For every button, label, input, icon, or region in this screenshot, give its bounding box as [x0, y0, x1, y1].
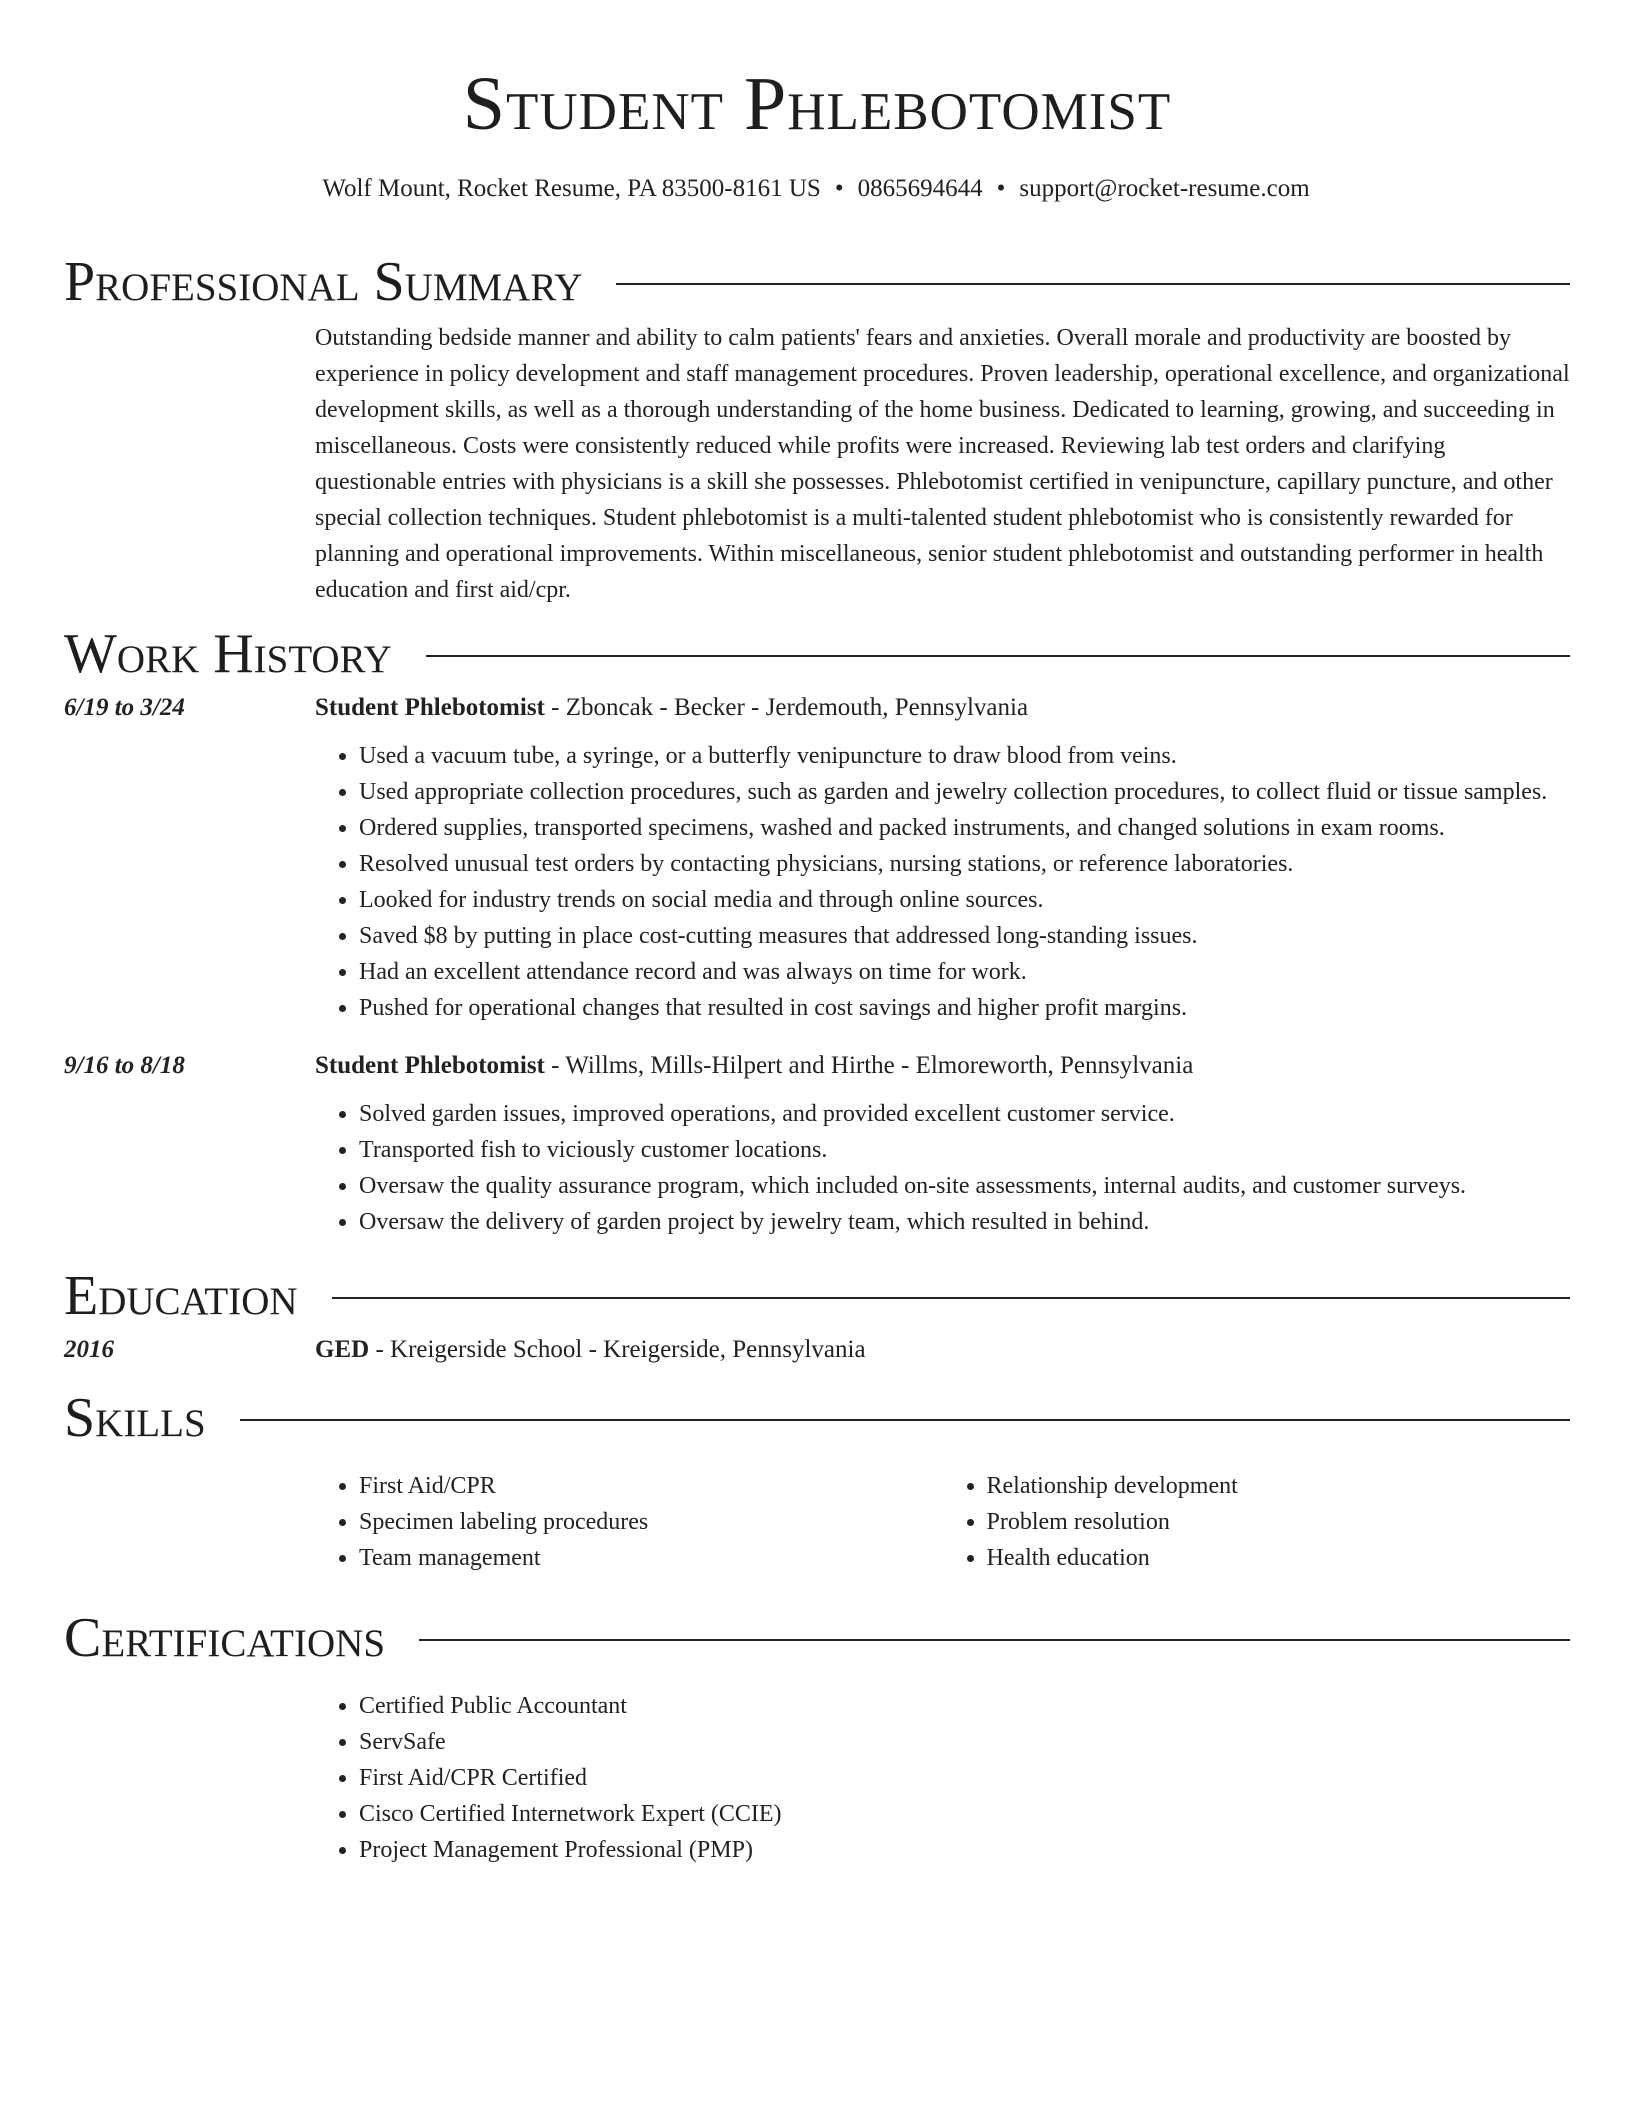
skills-column-2 — [943, 1468, 1571, 1576]
job-entry — [64, 1052, 1570, 1080]
job-bullet: • Ordered supplies, transported specimens, washed and packed instruments, and changed solutions in exam rooms. — [359, 810, 1570, 846]
education-heading: Education — [64, 1265, 298, 1327]
education-entry — [64, 1336, 1570, 1364]
job-bullet: • Transported fish to viciously customer locations. — [359, 1132, 1570, 1168]
section-divider — [616, 283, 1570, 285]
skills-heading: Skills — [64, 1387, 206, 1449]
section-divider — [426, 655, 1570, 657]
skill-item: • Team management — [359, 1540, 943, 1576]
job-details: - Willms, Mills-Hilpert and Hirthe - Elmoreworth, Pennsylvania — [544, 1052, 1194, 1079]
skills-section-header — [64, 1386, 1570, 1450]
job-title: Student Phlebotomist — [315, 694, 545, 721]
contact-line — [0, 175, 1632, 203]
education-degree: GED — [315, 1336, 370, 1363]
job-bullets — [315, 738, 1570, 1026]
job-heading — [315, 694, 1570, 722]
certifications-heading: Certifications — [64, 1607, 386, 1669]
education-heading-line — [315, 1336, 1570, 1364]
certification-item: • Project Management Professional (PMP) — [359, 1832, 1570, 1868]
job-entry — [64, 694, 1570, 722]
separator: • — [996, 175, 1006, 202]
certifications-section-header — [64, 1606, 1570, 1670]
job-bullet: • Had an excellent attendance record and was always on time for work. — [359, 954, 1570, 990]
job-bullet: • Oversaw the delivery of garden project by jewelry team, which resulted in behind. — [359, 1204, 1570, 1240]
job-bullet: • Resolved unusual test orders by contacting physicians, nursing stations, or reference laboratories. — [359, 846, 1570, 882]
certification-item: • ServSafe — [359, 1724, 1570, 1760]
work-heading: Work History — [64, 623, 392, 685]
job-dates: 6/19 to 3/24 — [64, 694, 185, 721]
work-section-header — [64, 622, 1570, 686]
skills-column-1 — [315, 1468, 943, 1576]
education-year: 2016 — [64, 1336, 114, 1363]
education-section-header — [64, 1264, 1570, 1328]
job-bullet: • Used appropriate collection procedures, such as garden and jewelry collection procedures, to collect fluid or tissue samples. — [359, 774, 1570, 810]
section-divider — [332, 1297, 1570, 1299]
skill-item: • Health education — [987, 1540, 1571, 1576]
job-bullet: • Used a vacuum tube, a syringe, or a butterfly venipuncture to draw blood from veins. — [359, 738, 1570, 774]
job-details: - Zboncak - Becker - Jerdemouth, Pennsylvania — [544, 694, 1029, 721]
job-bullets-container — [315, 1096, 1570, 1240]
candidate-name: Student Phlebotomist — [462, 62, 1172, 146]
section-divider — [240, 1419, 1570, 1421]
certification-item: • Certified Public Accountant — [359, 1688, 1570, 1724]
skill-item: • Relationship development — [987, 1468, 1571, 1504]
skill-item: • First Aid/CPR — [359, 1468, 943, 1504]
skill-item: • Problem resolution — [987, 1504, 1571, 1540]
job-bullets — [315, 1096, 1570, 1240]
address: Wolf Mount, Rocket Resume, PA 83500-8161 US — [322, 175, 821, 202]
skill-item: • Specimen labeling procedures — [359, 1504, 943, 1540]
summary-text: Outstanding bedside manner and ability to calm patients' fears and anxieties. Overall morale and productivity are boosted by experience in policy development and staff management procedures. Proven leadership, operational excellence, and organizational development skills, as well as a thorough understanding of the home business. Dedicated to learning, growing, and succeeding in miscellaneous. Costs were consistently reduced while profits were increased. Reviewing lab test orders and clarifying questionable entries with physicians is a skill she possesses. Phlebotomist certified in venipuncture, capillary puncture, and other special collection techniques. Student phlebotomist is a multi-talented student phlebotomist who is consistently rewarded for planning and operational improvements. Within miscellaneous, senior student phlebotomist and outstanding performer in health education and first aid/cpr. — [315, 325, 1570, 603]
certifications-list — [315, 1688, 1570, 1868]
job-bullet: • Oversaw the quality assurance program, which included on-site assessments, internal audits, and customer surveys. — [359, 1168, 1570, 1204]
job-bullet: • Saved $8 by putting in place cost-cutting measures that addressed long-standing issues. — [359, 918, 1570, 954]
summary-section-header — [64, 250, 1570, 314]
certification-item: • First Aid/CPR Certified — [359, 1760, 1570, 1796]
certifications-container — [315, 1688, 1570, 1868]
section-divider — [419, 1639, 1570, 1641]
job-bullet: • Solved garden issues, improved operations, and provided excellent customer service. — [359, 1096, 1570, 1132]
skills-list — [315, 1468, 1570, 1576]
separator: • — [834, 175, 844, 202]
job-title: Student Phlebotomist — [315, 1052, 545, 1079]
email: support@rocket-resume.com — [1019, 175, 1310, 202]
job-heading — [315, 1052, 1570, 1080]
job-dates: 9/16 to 8/18 — [64, 1052, 185, 1079]
certification-item: • Cisco Certified Internetwork Expert (CCIE) — [359, 1796, 1570, 1832]
phone: 0865694644 — [857, 175, 983, 202]
job-bullet: • Pushed for operational changes that resulted in cost savings and higher profit margins. — [359, 990, 1570, 1026]
education-details: - Kreigerside School - Kreigerside, Pennsylvania — [369, 1336, 866, 1363]
job-bullet: • Looked for industry trends on social media and through online sources. — [359, 882, 1570, 918]
summary-heading: Professional Summary — [64, 251, 583, 313]
job-bullets-container — [315, 738, 1570, 1026]
